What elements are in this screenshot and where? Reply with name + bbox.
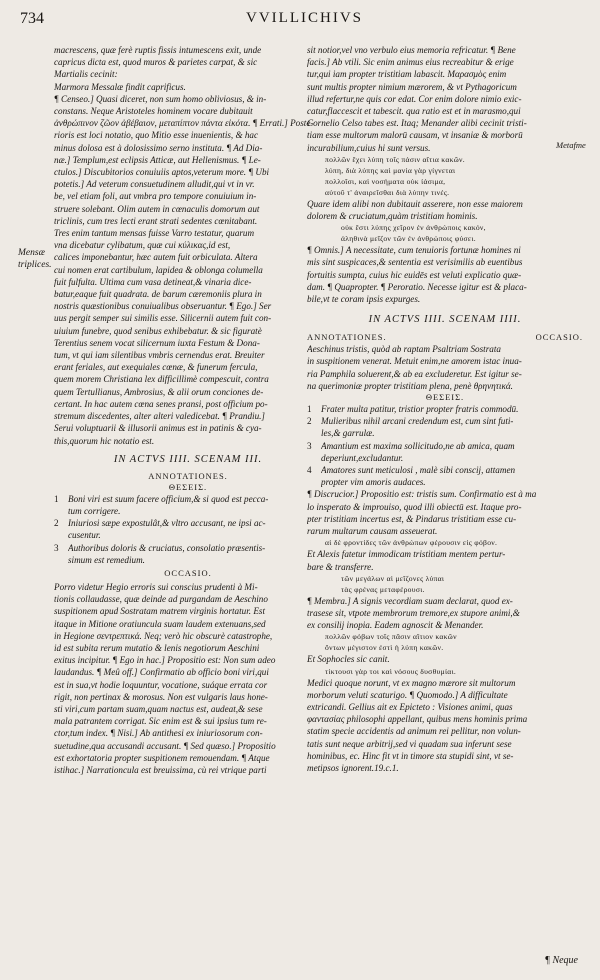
- commentary-line: potetis.] Ad veterum consuetudinem alludit,qui vt in vr.: [54, 179, 255, 190]
- thesis-number: 1: [54, 493, 59, 504]
- occasio-label-left: OCCASIO.: [164, 567, 212, 578]
- thesis-text: [321, 440, 515, 464]
- commentary-line: uus pergit semper sui similis esse. Silicernii autem fuit con-: [54, 313, 272, 324]
- commentary-line: Et Sophocles sic canit.: [307, 654, 390, 665]
- commentary-line: ex consilij inopia. Eadem agnoscit & Menander.: [307, 620, 484, 631]
- thesis-line: deperiunt,excludantur.: [321, 452, 404, 463]
- left-commentary-top: [54, 44, 322, 447]
- commentary-line: nostris quæstionibus conuiualibus obseruantur. ¶ Ego.] Ser: [54, 301, 272, 312]
- theseis-label-left: ΘΕΣΕΙΣ.: [168, 481, 208, 492]
- commentary-line: hominibus, ec. Hinc fit vt in timore sta stupidi sint, vt se-: [307, 750, 514, 761]
- annotations-label-left: ANNOTATIONES.: [148, 470, 228, 481]
- commentary-line: morborum veluti scaturigo. ¶ Quomodo.] A difficultate: [307, 689, 508, 700]
- margin-note-left: [18, 247, 52, 271]
- commentary-line: ctor,tum index. ¶ Nisi.] Ab antithesi ex iniuriosorum con-: [54, 728, 263, 739]
- commentary-line: this,quorum hic notatio est.: [54, 435, 155, 446]
- thesis-line: propter vim amoris audaces.: [321, 477, 426, 488]
- scene-heading-left: IN ACTVS IIII. SCENAM III.: [113, 453, 263, 465]
- thesis-item: [307, 464, 583, 488]
- running-title: VVILLICHIVS: [246, 10, 363, 26]
- commentary-line: Medici quoque norunt, vt ex magno mærore sit multorum: [307, 677, 516, 688]
- commentary-line: stremum discedentes, alter alteri valedicebat. ¶ Prandiu.]: [54, 411, 265, 422]
- theseis-label-right: ΘΕΣΕΙΣ.: [425, 392, 465, 403]
- commentary-line: in Hegione σεντρεπτικά. Neq; verò hic obscurè catastrophe,: [54, 630, 273, 641]
- commentary-line: struere solebant. Olim autem in cœnaculis domorum aut: [54, 203, 260, 214]
- commentary-line: fortuitis sumpta, cuius hic euidēs est veluti explicatio quæ-: [307, 269, 522, 280]
- commentary-line: incurabilium,cuius hi sunt versus.: [307, 142, 431, 153]
- commentary-line: ¶ Discrucior.] Propositio est: tristis sum. Confirmatio est à ma: [307, 489, 537, 500]
- commentary-line: quem morem Christiana lex difficillimè compescuit, contra: [54, 374, 269, 385]
- commentary-line: pter tristitiam incertus est, & Pindarus tristitiam esse cu-: [307, 513, 517, 524]
- commentary-line: tum, vt qui iam silentibus vmbris cernendus erat. Breuiter: [54, 350, 265, 361]
- thesis-number: 4: [307, 465, 312, 476]
- right-commentary-bottom: [307, 677, 583, 775]
- commentary-line: Tres enim tantum mensas fuisse Varro testatur, quarum: [54, 228, 255, 239]
- left-commentary-bottom: [54, 581, 322, 776]
- right-commentary-mid-1: [307, 198, 583, 222]
- greek-verse-line: πολλῶν φόβων τοῖς πᾶσιν αἴτιον κακῶν: [325, 632, 457, 642]
- theses-list-left: [54, 493, 322, 566]
- commentary-line: Serui voluptuarii & illusorii animus est in patinis & cya-: [54, 423, 262, 434]
- thesis-number: 2: [307, 416, 312, 427]
- commentary-line: suetudine,qua accusandi accusant. ¶ Sed quæso.] Propositio: [54, 740, 276, 751]
- theses-list-right: [307, 403, 583, 488]
- commentary-line: certant. In hac autem cœna senes pransi, post officium po-: [54, 398, 268, 409]
- commentary-line: Et Alexis fatetur immodicam tristitiam mentem pertur-: [307, 549, 506, 560]
- greek-verse-line: ἀληθινὰ μεῖζον τῶν ἐν ἀνθρώποις φύσει.: [341, 234, 476, 244]
- commentary-line: itaque in Mitione oratiuncula suam laudem extenuans,sed: [54, 618, 266, 629]
- greek-verse-line: τὰς φρένας μεταφέρουσι.: [341, 584, 425, 594]
- thesis-text: [321, 403, 518, 415]
- commentary-line: facis.] Ab vtili. Sic enim animus eius recreabitur & erige: [307, 57, 514, 68]
- scene-heading-right: IN ACTVS IIII. SCENAM IIII.: [368, 314, 522, 326]
- annotations-label-right: ANNOTATIONES.: [307, 332, 387, 343]
- commentary-line: sunt multis propter nimium mærorem, & vt Pythagoricum: [307, 81, 517, 92]
- thesis-line: Amantium est maxima sollicitudo,ne ab amica, quam: [321, 440, 515, 451]
- commentary-line: laudandus. ¶ Meû off.] Confirmatio ab officio boni viri,qui: [54, 667, 269, 678]
- commentary-line: rioris est loci notatio, quo Mitio esse inuenientis, & hac: [54, 130, 259, 141]
- thesis-text: [68, 542, 265, 566]
- thesis-item: [54, 493, 322, 517]
- thesis-number: 3: [54, 542, 59, 553]
- thesis-line: tum corrigere.: [68, 505, 121, 516]
- commentary-line: rarum multarum causam asseuerat.: [307, 526, 438, 537]
- commentary-line: est in sua,vt hodie loquuntur, vocatione, suáque errata cor: [54, 679, 268, 690]
- thesis-item: [307, 403, 583, 415]
- thesis-line: Authoribus doloris & cruciatus, consolatio præsentis-: [68, 542, 266, 553]
- thesis-line: cusentur.: [68, 530, 101, 541]
- commentary-line: ¶ Omnis.] A necessitate, cum tenuioris fortunæ homines ni: [307, 245, 521, 256]
- margin-note-line: Metafme: [556, 140, 586, 150]
- greek-verse-line: πολλῶν ἔχει λύπη τοῖς πάσιν αἴτια κακῶν.: [325, 154, 465, 164]
- commentary-line: be, vel etiam foli, aut vmbra pro tempore conuiuium in-: [54, 191, 257, 202]
- commentary-line: Cornelio Celso tabes est. Itaq; Menander alibi cecinit tristi-: [307, 118, 527, 129]
- thesis-line: Frater multa patitur, tristior propter fratris commodū.: [321, 404, 519, 415]
- greek-verse-line: λύπη, διὰ λύπης καὶ μανία γὰρ γίγνεται: [325, 165, 456, 175]
- commentary-line: sit notior,vel vno verbulo eius memoria refricatur. ¶ Bene: [307, 45, 516, 55]
- commentary-line: calices imponebantur, hæc autem fuit orbiculata. Altera: [54, 252, 258, 263]
- commentary-line: exitus incipitur. ¶ Ego in hac.] Propositio est: Non sum adeo: [54, 655, 276, 666]
- margin-note-line: triplices.: [18, 260, 52, 270]
- thesis-number: 3: [307, 440, 312, 451]
- thesis-item: [54, 542, 322, 566]
- thesis-line: Mulieribus nihil arcani credendum est, cum sint futi-: [321, 416, 514, 427]
- thesis-text: [68, 517, 266, 541]
- right-commentary-top: [307, 44, 583, 154]
- commentary-line: quem Tertullianus, Ambrosius, & alii orum conciones de-: [54, 386, 264, 397]
- commentary-line: in suspitionem venerat. Metuit enim,ne amorem istac inua-: [307, 356, 522, 367]
- commentary-line: ¶ Membra.] A signis vecordiam suam declarat, quod ex-: [307, 595, 513, 606]
- greek-verses-menander-1: [307, 154, 583, 198]
- commentary-line: bile,vt te coram ipsis expurges.: [307, 294, 421, 305]
- thesis-text: [321, 415, 513, 439]
- commentary-line: sti viri,cum partam suam,quam nactus est, audeat,& sese: [54, 703, 263, 714]
- commentary-line: Quare idem alibi non dubitauit asserere, non esse maiorem: [307, 198, 523, 209]
- thesis-line: Boni viri est suum facere officium,& si quod est pecca-: [68, 493, 269, 504]
- commentary-line: φαντασίας philosophi appellant, quibus mens hominis prima: [307, 714, 528, 725]
- commentary-line: id est subita rerum mutatio & lenis negotiorum Aeschini: [54, 642, 260, 653]
- commentary-line: lo insperato & improuiso, quod illi obiectū est. Itaque pro-: [307, 501, 522, 512]
- commentary-line: vna dicebatur cylibatum, quæ cui κύλικας,id est,: [54, 240, 231, 251]
- commentary-line: Aeschinus tristis, quòd ab raptam Psaltriam Sostrata: [307, 344, 501, 355]
- greek-verse-line: τίκτουσι γὰρ τοι καὶ νόσους δυσθυμίαι.: [325, 666, 457, 676]
- thesis-item: [54, 517, 322, 541]
- greek-verse-line: οὐκ ἔστι λύπης χεῖρον ἐν ἀνθρώποις κακόν,: [341, 223, 486, 233]
- greek-verse-line: πολλοῖσι, καὶ νοσήματα οὐκ ἰάσιμα,: [325, 176, 446, 186]
- greek-verses-alexis: [307, 573, 583, 595]
- commentary-line: cui nomen erat cartibulum, lapidea & oblonga columella: [54, 264, 263, 275]
- commentary-line: tionis collaudasse, quæ deinde ad purgandam de Aeschino: [54, 594, 268, 605]
- right-commentary-mid-4: [307, 488, 583, 537]
- right-commentary-mid-7: [307, 653, 583, 665]
- commentary-line: bare & transferre.: [307, 561, 374, 572]
- commentary-line: catur,flaccescit et tabescit. qua ratio est et in marasmo,qui: [307, 106, 521, 117]
- thesis-number: 2: [54, 518, 59, 529]
- commentary-line: ria Pamphila soluerent,& ab ea excluderetur. Est igitur se-: [307, 368, 522, 379]
- commentary-line: constans. Neque Aristoteles hominem vocare dubitauit: [54, 106, 253, 117]
- commentary-line: ἀνθρώπινον ζῶον ἀβέβαιον, μεταπίπτον πάντα εἰκότα. ¶ Errati.] Poste-: [54, 118, 314, 129]
- commentary-line: tur,qui iam propter tristitiam labascit. Μαρασμὸς enim: [307, 69, 507, 80]
- right-column: [307, 44, 583, 774]
- thesis-line: simum est remedium.: [68, 554, 145, 565]
- commentary-line: Terentius senem vocat silicernum iuxta Festum & Dona-: [54, 337, 260, 348]
- margin-note-line: Mensæ: [18, 248, 45, 258]
- commentary-line: minus dolosa est à dolosissimo serno instituta. ¶ Ad Dia-: [54, 142, 263, 153]
- right-commentary-mid-5: [307, 548, 583, 572]
- commentary-line: ctulos.] Discubitorios conuiuiis aptos,veterum more. ¶ Ubi: [54, 167, 270, 178]
- greek-verse-line: ὄντων μέγιστον ἐστὶ ἡ λύπη κακῶν.: [325, 643, 444, 653]
- commentary-line: batur,eaque fuit quadrata. de barum cæremoniis plura in: [54, 289, 262, 300]
- thesis-line: Iniuriosi sæpe expostulât,& vltro accusant, ne ipsi ac-: [68, 518, 266, 529]
- thesis-line: Amatores sunt meticulosi , malè sibi conscij, attamen: [321, 465, 516, 476]
- left-column: [54, 44, 322, 776]
- commentary-line: capricus dicta est, quod muros & parietes carpat, & sic: [54, 57, 258, 68]
- greek-verse-line: αἱ δὲ φροντίδες τῶν ἀνθρώπων φέρουσιν εἰς φόβον.: [325, 538, 498, 548]
- commentary-line: dolorem & cruciatum,quàm tristitiam hominis.: [307, 211, 478, 222]
- greek-verse-line: τῶν μεγάλων αἱ μεῖζονες λύπαι: [341, 573, 445, 583]
- thesis-text: [321, 464, 515, 488]
- commentary-line: tiam esse multorum malorū causam, vt insaniæ & morborū: [307, 130, 523, 141]
- right-commentary-mid-3: [307, 343, 583, 392]
- thesis-text: [68, 493, 268, 517]
- commentary-line: macrescens, quæ ferè ruptis fissis intumescens exit, unde: [54, 45, 262, 55]
- thesis-item: [307, 440, 583, 464]
- right-commentary-mid-2: [307, 244, 583, 305]
- commentary-line: Marmora Messalæ findit caprificus.: [54, 81, 186, 92]
- commentary-line: erant feriales, aut exequiales cœnæ, & funerum fercula,: [54, 362, 258, 373]
- commentary-line: tatis sunt neque arbitrij,sed vi quadam sua inferunt sese: [307, 738, 512, 749]
- thesis-number: 1: [307, 404, 312, 415]
- thesis-line: les,& garrulæ.: [321, 428, 375, 439]
- right-commentary-mid-6: [307, 595, 583, 632]
- commentary-line: dam. ¶ Quapropter. ¶ Peroratio. Necesse igitur est & placa-: [307, 281, 527, 292]
- occasio-label-right: OCCASIO.: [535, 332, 583, 343]
- commentary-line: mala patrantem corrigat. Sic enim est & sui ipsius tum re-: [54, 716, 267, 727]
- commentary-line: uiuium funebre, quod senibus exhibebatur. & sic figuratè: [54, 325, 262, 336]
- commentary-line: suspitionem apud Sostratam matrem virginis hortatur. Est: [54, 606, 265, 617]
- commentary-line: rigit, non pertinax & morosus. Non est vulgaris laus hone-: [54, 691, 268, 702]
- commentary-line: extricandi. Gellius ait ex Epicteto : Visiones animi, quas: [307, 701, 513, 712]
- thesis-item: [307, 415, 583, 439]
- commentary-line: illud refertur,ne quis cor edat. Cor enim dolore nimio exic-: [307, 93, 522, 104]
- commentary-line: triclinis, cum tres lecti erant strati sedentes cœnitabant.: [54, 215, 258, 226]
- catchword: ¶ Neque: [544, 955, 578, 966]
- greek-verses-sophocles: [307, 666, 583, 677]
- greek-verses-menander-3: [307, 631, 583, 653]
- commentary-line: Martialis cecinit:: [54, 69, 118, 80]
- commentary-line: est exhortatoria propter suspitionem remouendam. ¶ Atque: [54, 752, 270, 763]
- commentary-line: statim specie accidentis ad animum rei pellitur, non volun-: [307, 726, 521, 737]
- commentary-line: na querimoniæ propter tristitiam plena, penè θρηνητικά.: [307, 380, 513, 391]
- commentary-line: trasese sit, vtpote membrorum tremore,ex stupore animi,&: [307, 607, 520, 618]
- greek-verses-menander-2: [307, 222, 583, 244]
- commentary-line: mis sint suspicaces,& sententia est verisimilis ab euentibus: [307, 257, 523, 268]
- greek-verse-line: αὐτοῦ τ' ἀναιρεῖσθαι διὰ λύπην τινές.: [325, 187, 450, 197]
- commentary-line: istihac.] Narrationcula est breuissima, cù rei vtrique parti: [54, 764, 267, 775]
- page-number: 734: [20, 10, 44, 27]
- commentary-line: ¶ Censeo.] Quasi diceret, non sum homo obliviosus, & in-: [54, 93, 267, 104]
- commentary-line: Porro videtur Hegio erroris sui conscius prudenti à Mi-: [54, 581, 258, 592]
- commentary-line: metipsos ignorent.19.c.1.: [307, 762, 399, 773]
- commentary-line: næ.] Templum,est eclipsis Atticæ, aut Hellenismus. ¶ Le-: [54, 154, 261, 165]
- commentary-line: fuit fulfulta. Ultima cum vasa detineat,& vinaria dice-: [54, 276, 252, 287]
- annotations-row-right: [307, 331, 583, 343]
- greek-verses-pindar: [307, 537, 583, 548]
